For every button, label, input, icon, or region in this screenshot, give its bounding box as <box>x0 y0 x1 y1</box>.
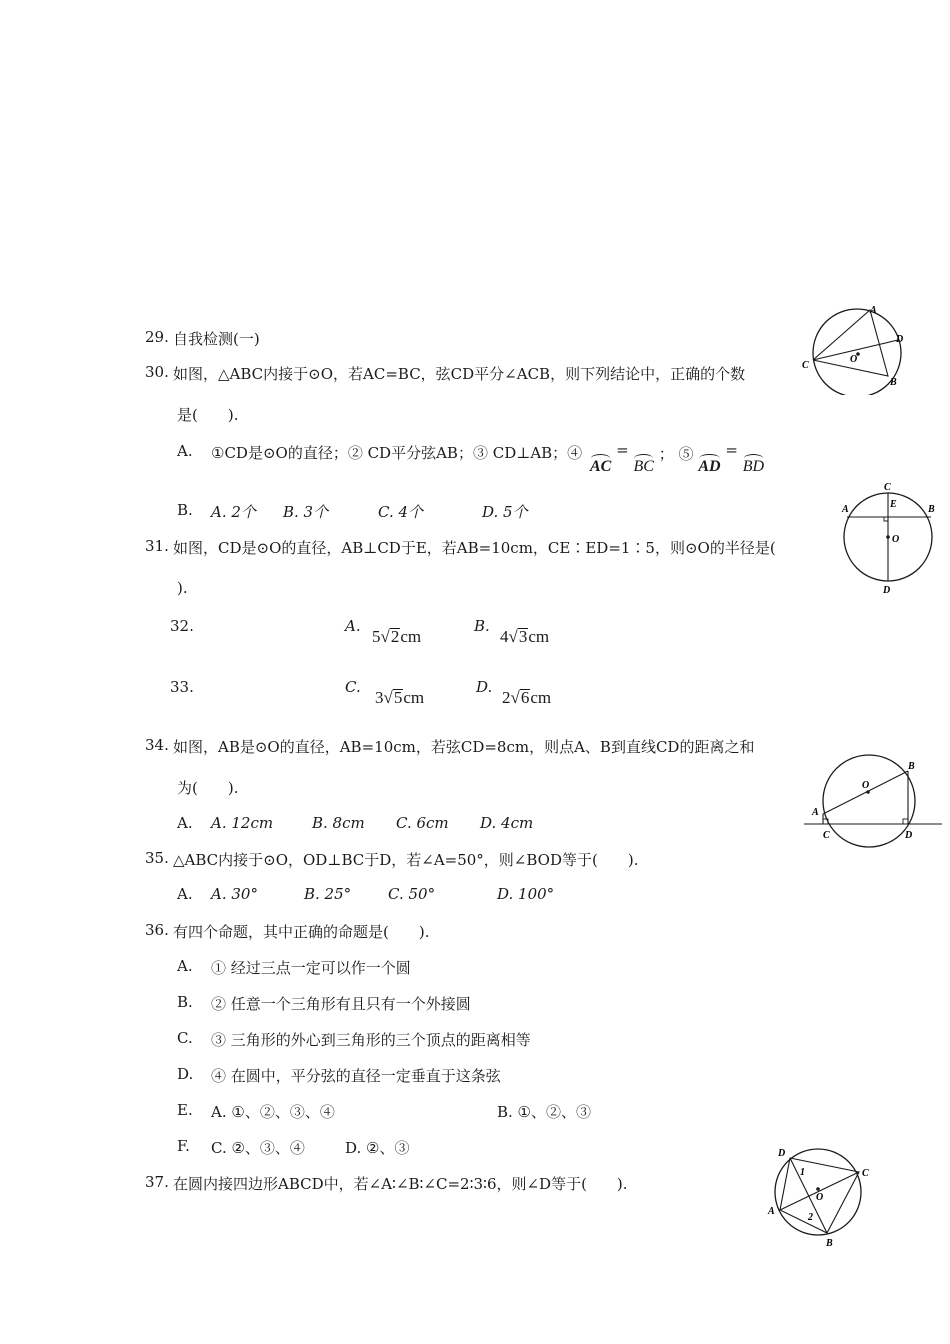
q35-number: 35. <box>145 849 169 867</box>
q34-text-line1: 如图，AB是⊙O的直径，AB=10cm，若弦CD=8cm，则点A、B到直线CD的距离之和 <box>173 738 755 756</box>
q37-text: 在圆内接四边形ABCD中，若∠A∶∠B∶∠C=2∶3∶6，则∠D等于( ). <box>173 1175 628 1193</box>
q30-text-line2: 是( ). <box>177 406 239 424</box>
svg-text:A: A <box>768 1206 775 1217</box>
svg-text:A: A <box>870 305 877 316</box>
q31-optD-label: D. <box>476 678 493 696</box>
q34-choice-a: A. 12cm <box>211 814 274 832</box>
q30-arc-equations <box>590 441 765 475</box>
q36-label-f: F. <box>177 1137 190 1155</box>
q30-choice-b: B. 3个 <box>283 503 329 521</box>
q31-optC-value: 3√5cm <box>375 688 425 707</box>
q36-text: 有四个命题，其中正确的命题是( ). <box>173 923 430 941</box>
arc-ad: AD <box>698 454 720 476</box>
equals-sign-2: = <box>725 441 738 459</box>
q30-text-line1: 如图，△ABC内接于⊙O，若AC=BC，弦CD平分∠ACB，则下列结论中，正确的个数 <box>173 365 746 383</box>
q36-prop-4: ④ 在圆中，平分弦的直径一定垂直于这条弦 <box>211 1067 501 1085</box>
q29-text: 自我检测(一) <box>173 330 260 348</box>
q34-number: 34. <box>145 736 169 754</box>
svg-text:B: B <box>928 504 935 515</box>
q31-optA-label: A. <box>345 617 361 635</box>
svg-text:C: C <box>823 830 830 841</box>
q36-choice-c: C. ②、③、④ <box>211 1139 305 1157</box>
q31-optD-value: 2√6cm <box>502 688 552 707</box>
q36-choice-a: A. ①、②、③、④ <box>211 1103 335 1121</box>
svg-text:O: O <box>862 780 870 791</box>
q34-text-line2: 为( ). <box>177 779 239 797</box>
figure-q37-circle <box>766 1142 876 1252</box>
svg-text:B: B <box>908 761 915 772</box>
q31-optB-value: 4√3cm <box>500 627 550 646</box>
q35-text: △ABC内接于⊙O，OD⊥BC于D，若∠A=50°，则∠BOD等于( ). <box>173 851 639 869</box>
q36-label-e: E. <box>177 1101 193 1119</box>
equals-sign: = <box>616 441 629 459</box>
svg-text:D: D <box>905 830 913 841</box>
q34-choice-b: B. 8cm <box>312 814 365 832</box>
svg-text:O: O <box>816 1192 824 1203</box>
q35-choice-b: B. 25° <box>304 885 352 903</box>
svg-text:O: O <box>892 534 900 545</box>
arc-bd: BD <box>743 454 764 476</box>
q35-choice-d: D. 100° <box>497 885 555 903</box>
svg-text:1: 1 <box>800 1167 805 1178</box>
svg-text:2: 2 <box>808 1212 813 1223</box>
q34-choice-c: C. 6cm <box>396 814 449 832</box>
q33-number: 33. <box>170 678 194 696</box>
svg-text:O: O <box>850 354 858 365</box>
item-five: ⑤ <box>678 445 694 463</box>
q29-number: 29. <box>145 328 169 346</box>
q30-optA-label: A. <box>177 442 193 460</box>
q36-choice-d: D. ②、③ <box>345 1139 410 1157</box>
svg-text:D: D <box>896 334 904 345</box>
figure-q31-circle <box>838 480 948 598</box>
svg-text:E: E <box>890 499 897 510</box>
svg-text:D: D <box>778 1148 786 1159</box>
q30-optB-label: B. <box>177 501 193 519</box>
q36-label-c: C. <box>177 1029 193 1047</box>
svg-text:B: B <box>826 1238 833 1249</box>
q31-optB-label: B. <box>474 617 490 635</box>
q35-optA-label: A. <box>177 885 193 903</box>
arc-ac: AC <box>590 454 611 476</box>
q31-text-line1: 如图，CD是⊙O的直径，AB⊥CD于E，若AB=10cm，CE∶ED=1∶5，则⊙O的半径是( <box>173 539 776 557</box>
q31-optA-value: 5√2cm <box>372 627 422 646</box>
svg-text:A: A <box>812 807 819 818</box>
q35-choice-c: C. 50° <box>388 885 436 903</box>
q30-optA-text: ①CD是⊙O的直径；② CD平分弦AB；③ CD⊥AB；④ <box>211 444 583 462</box>
svg-text:A: A <box>842 504 849 515</box>
q32-number: 32. <box>170 617 194 635</box>
q30-choice-c: C. 4个 <box>378 503 424 521</box>
q36-label-a: A. <box>177 957 193 975</box>
q37-number: 37. <box>145 1173 169 1191</box>
q36-prop-2: ② 任意一个三角形有且只有一个外接圆 <box>211 995 471 1013</box>
q31-optC-label: C. <box>345 678 361 696</box>
separator: ； <box>658 445 674 463</box>
q36-prop-3: ③ 三角形的外心到三角形的三个顶点的距离相等 <box>211 1031 531 1049</box>
svg-text:C: C <box>862 1168 869 1179</box>
q34-choice-d: D. 4cm <box>480 814 534 832</box>
q30-choice-a: A. 2个 <box>211 503 256 521</box>
q36-prop-1: ① 经过三点一定可以作一个圆 <box>211 959 411 977</box>
figure-q30-circle <box>800 300 915 395</box>
svg-text:C: C <box>884 482 891 493</box>
figure-q34-circle <box>800 748 945 848</box>
arc-bc: BC <box>633 454 653 476</box>
q36-label-d: D. <box>177 1065 194 1083</box>
svg-text:B: B <box>890 377 897 388</box>
q34-optA-label: A. <box>177 814 193 832</box>
q35-choice-a: A. 30° <box>211 885 258 903</box>
q30-number: 30. <box>145 363 169 381</box>
svg-text:D: D <box>883 585 891 596</box>
svg-text:C: C <box>802 360 809 371</box>
q30-choice-d: D. 5个 <box>482 503 528 521</box>
q31-text-line2: ). <box>177 579 188 597</box>
q31-number: 31. <box>145 537 169 555</box>
q36-number: 36. <box>145 921 169 939</box>
q36-label-b: B. <box>177 993 193 1011</box>
q36-choice-b: B. ①、②、③ <box>497 1103 592 1121</box>
